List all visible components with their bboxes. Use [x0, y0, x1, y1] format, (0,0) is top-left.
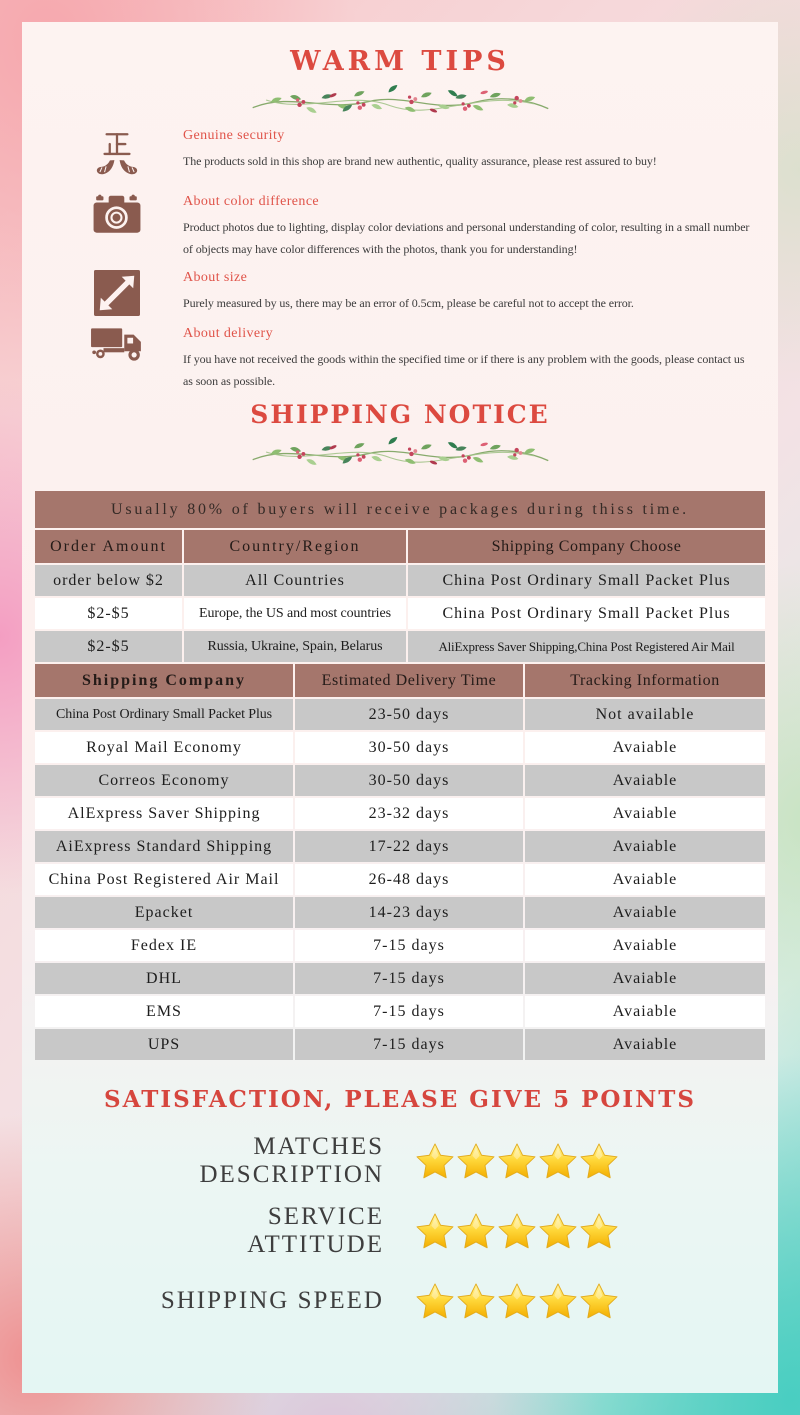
table-cell: 7-15 days: [295, 930, 523, 961]
table-cell: Avaiable: [525, 831, 765, 862]
table-cell: AlExpress Saver Shipping: [35, 798, 293, 829]
table-cell: Europe, the US and most countries: [184, 598, 406, 629]
star-icon: [498, 1143, 536, 1179]
star-icon: [580, 1283, 618, 1319]
table-cell: 14-23 days: [295, 897, 523, 928]
star-icon: [498, 1213, 536, 1249]
shipping-notice-title: SHIPPING NOTICE: [250, 400, 550, 430]
tips-list: [22, 126, 778, 392]
camera-icon: [86, 194, 148, 236]
shipping-banner: Usually 80% of buyers will receive packages during thiss time.: [35, 491, 765, 528]
table-cell: China Post Ordinary Small Packet Plus: [408, 598, 765, 629]
star-icon: [539, 1283, 577, 1319]
table-cell: Fedex IE: [35, 930, 293, 961]
floral-divider-icon: [242, 79, 558, 123]
tip-body: The products sold in this shop are brand new authentic, quality assurance, please rest assured to buy!: [183, 154, 657, 168]
table-cell: China Post Ordinary Small Packet Plus: [35, 699, 293, 730]
rating-row-service-attitude: [142, 1203, 778, 1259]
column-header: Order Amount: [35, 530, 182, 563]
star-icon: [539, 1213, 577, 1249]
star-icon: [416, 1213, 454, 1249]
delivery-table: [35, 664, 765, 1060]
tip-body: Product photos due to lighting, display color deviations and personal understanding of color, resulting in a small number of objects may have color differences with the photos, thank you for understanding!: [183, 220, 750, 256]
star-icon: [580, 1143, 618, 1179]
column-header: Estimated Delivery Time: [295, 664, 523, 697]
route-table: [35, 530, 765, 662]
column-header: Tracking Information: [525, 664, 765, 697]
tip-title: Genuine security: [183, 128, 285, 143]
column-header: Shipping Company: [35, 664, 293, 697]
table-cell: 7-15 days: [295, 1029, 523, 1060]
table-cell: Avaiable: [525, 798, 765, 829]
table-cell: AliExpress Saver Shipping,China Post Registered Air Mail: [408, 631, 765, 662]
floral-divider-icon: [242, 431, 558, 475]
table-cell: 26-48 days: [295, 864, 523, 895]
table-cell: 7-15 days: [295, 996, 523, 1027]
table-cell: China Post Registered Air Mail: [35, 864, 293, 895]
size-arrow-icon: [86, 270, 148, 316]
tip-color-difference: [86, 192, 754, 260]
five-star-rating-icon: [416, 1283, 621, 1319]
table-cell: 30-50 days: [295, 765, 523, 796]
table-cell: Royal Mail Economy: [35, 732, 293, 763]
table-cell: order below $2: [35, 565, 182, 596]
tip-delivery: [86, 324, 754, 392]
table-cell: 30-50 days: [295, 732, 523, 763]
tip-content: [183, 126, 657, 173]
genuine-seal-icon: [86, 128, 148, 184]
table-cell: AiExpress Standard Shipping: [35, 831, 293, 862]
tip-title: About delivery: [183, 326, 273, 342]
five-star-rating-icon: [416, 1143, 621, 1179]
rating-row-shipping-speed: [142, 1279, 778, 1323]
star-icon: [580, 1213, 618, 1249]
table-cell: China Post Ordinary Small Packet Plus: [408, 565, 765, 596]
table-cell: Not available: [525, 699, 765, 730]
table-cell: Epacket: [35, 897, 293, 928]
tip-content: [183, 192, 754, 260]
table-cell: $2-$5: [35, 598, 182, 629]
star-icon: [416, 1283, 454, 1319]
tip-size: [86, 268, 754, 316]
table-cell: Avaiable: [525, 1029, 765, 1060]
tip-body: If you have not received the goods within the specified time or if there is any problem with the goods, please contact us as soon as possible.: [183, 352, 745, 388]
table-cell: Avaiable: [525, 996, 765, 1027]
table-cell: EMS: [35, 996, 293, 1027]
tip-content: [183, 268, 634, 315]
table-cell: Avaiable: [525, 864, 765, 895]
table-cell: Russia, Ukraine, Spain, Belarus: [184, 631, 406, 662]
star-icon: [457, 1213, 495, 1249]
tip-title: About color difference: [183, 194, 320, 209]
column-header: Country/Region: [184, 530, 406, 563]
table-cell: Avaiable: [525, 765, 765, 796]
star-icon: [457, 1143, 495, 1179]
tip-genuine-security: [86, 126, 754, 184]
rating-label: SERVICE ATTITUDE: [247, 1203, 384, 1259]
tip-title: About size: [183, 270, 248, 286]
star-icon: [457, 1283, 495, 1319]
table-cell: 17-22 days: [295, 831, 523, 862]
table-cell: Avaiable: [525, 930, 765, 961]
satisfaction-title: SATISFACTION, PLEASE GIVE 5 POINTS: [104, 1086, 696, 1114]
warm-tips-title: WARM TIPS: [290, 46, 510, 77]
five-star-rating-icon: [416, 1213, 621, 1249]
tip-body: Purely measured by us, there may be an error of 0.5cm, please be careful not to accept the error.: [183, 296, 634, 311]
rating-row-matches-description: [142, 1133, 778, 1189]
content-panel: [22, 22, 778, 1393]
ratings-list: [22, 1133, 778, 1323]
column-header: Shipping Company Choose: [408, 530, 765, 563]
table-cell: 7-15 days: [295, 963, 523, 994]
star-icon: [498, 1283, 536, 1319]
tip-content: [183, 324, 754, 392]
star-icon: [416, 1143, 454, 1179]
table-cell: UPS: [35, 1029, 293, 1060]
table-cell: Correos Economy: [35, 765, 293, 796]
table-cell: Avaiable: [525, 732, 765, 763]
star-icon: [539, 1143, 577, 1179]
rating-label: MATCHES DESCRIPTION: [199, 1133, 384, 1189]
table-cell: 23-50 days: [295, 699, 523, 730]
table-cell: $2-$5: [35, 631, 182, 662]
table-cell: All Countries: [184, 565, 406, 596]
delivery-truck-icon: [86, 326, 148, 362]
rating-label: SHIPPING SPEED: [160, 1287, 384, 1315]
table-cell: 23-32 days: [295, 798, 523, 829]
table-cell: DHL: [35, 963, 293, 994]
table-cell: Avaiable: [525, 897, 765, 928]
table-cell: Avaiable: [525, 963, 765, 994]
